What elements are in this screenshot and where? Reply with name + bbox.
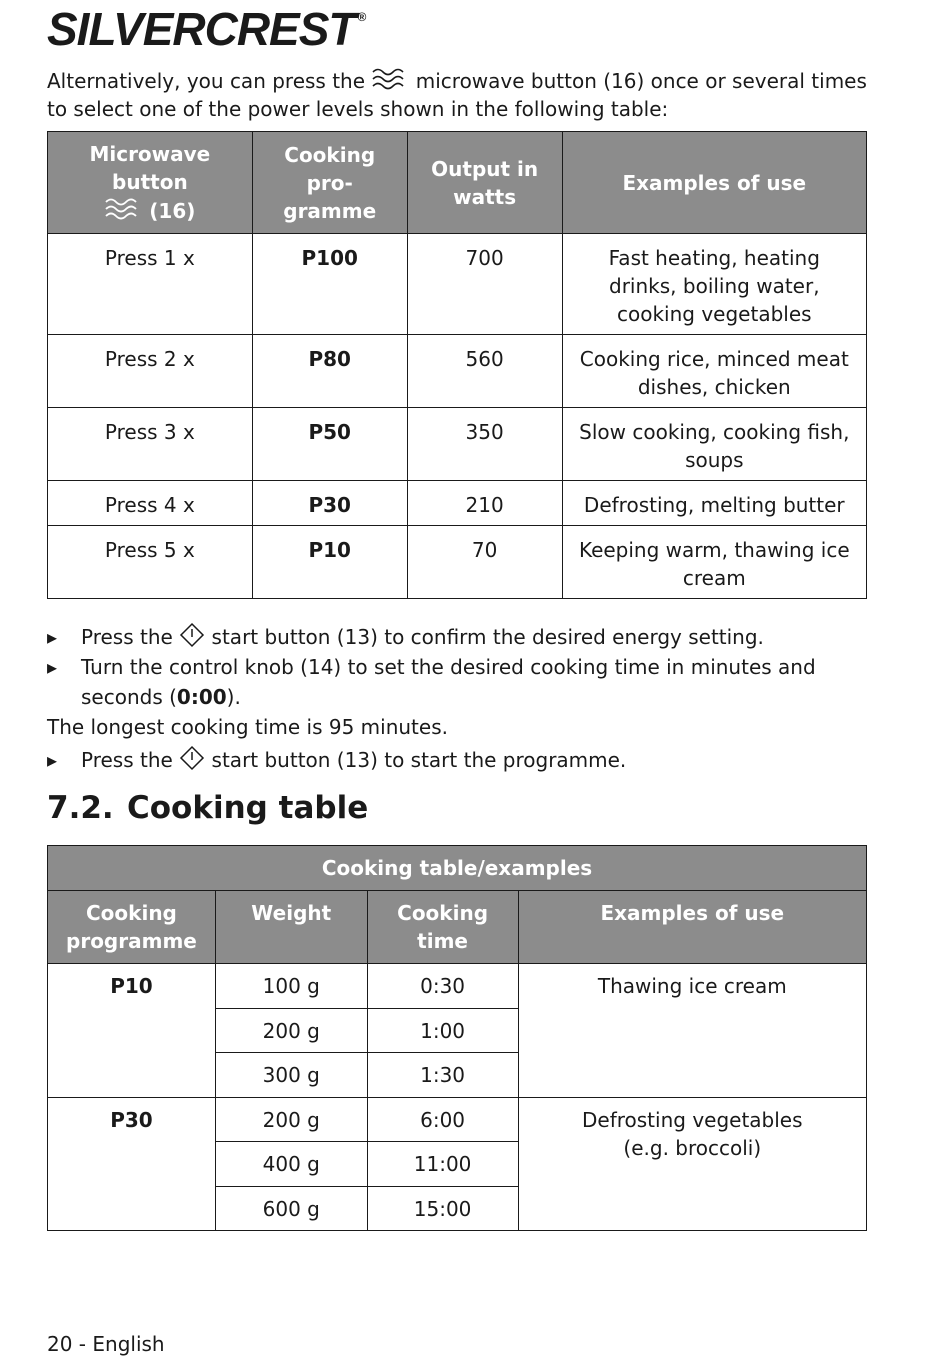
col-header-button: Microwave button (16)	[48, 132, 253, 234]
use-examples: Fast heating, heating drinks, boiling water, cooking vegetables	[562, 234, 866, 335]
start-button-icon	[179, 622, 205, 648]
table-row	[48, 1098, 867, 1142]
page-footer: 20 - English	[47, 1332, 165, 1356]
table-row	[48, 408, 867, 481]
weight-value: 100 g	[215, 964, 367, 1009]
press-count: Press 3 x	[48, 408, 253, 481]
press-count: Press 2 x	[48, 335, 253, 408]
table-header-row	[48, 132, 867, 234]
programme-code: P10	[252, 526, 407, 599]
col-header-examples: Examples of use	[518, 891, 866, 964]
output-watts: 700	[407, 234, 562, 335]
col-header-programme: Cooking programme	[48, 891, 216, 964]
bullet-arrow-icon: ▸	[47, 748, 58, 772]
time-value: 0:30	[367, 964, 518, 1009]
programme-code: P30	[252, 481, 407, 526]
output-watts: 350	[407, 408, 562, 481]
section-heading: 7.2. Cooking table	[47, 790, 369, 826]
programme-code: P100	[252, 234, 407, 335]
time-value: 11:00	[367, 1142, 518, 1187]
use-examples: Defrosting, melting butter	[562, 481, 866, 526]
table-row	[48, 335, 867, 408]
time-value: 1:00	[367, 1009, 518, 1053]
cooking-table	[47, 845, 867, 1231]
use-examples: Defrosting vegetables (e.g. broccoli)	[518, 1098, 866, 1231]
table-row	[48, 234, 867, 335]
bullet-arrow-icon: ▸	[47, 655, 58, 679]
use-examples: Keeping warm, thawing ice cream	[562, 526, 866, 599]
microwave-waves-icon	[371, 66, 409, 90]
weight-value: 600 g	[215, 1187, 367, 1231]
press-count: Press 1 x	[48, 234, 253, 335]
output-watts: 560	[407, 335, 562, 408]
use-examples: Thawing ice cream	[518, 964, 866, 1098]
col-header-time: Cooking time	[367, 891, 518, 964]
weight-value: 400 g	[215, 1142, 367, 1187]
weight-value: 200 g	[215, 1098, 367, 1142]
col-header-output: Output in watts	[407, 132, 562, 234]
step-confirm-energy: ▸ Press the start button (13) to confirm the desired energy setting.	[47, 622, 877, 652]
programme-code: P10	[48, 964, 216, 1098]
bullet-arrow-icon: ▸	[47, 625, 58, 649]
table-header-row	[48, 891, 867, 964]
press-count: Press 5 x	[48, 526, 253, 599]
table-caption: Cooking table/examples	[48, 846, 867, 891]
time-value: 6:00	[367, 1098, 518, 1142]
output-watts: 70	[407, 526, 562, 599]
col-header-examples: Examples of use	[562, 132, 866, 234]
max-time-note: The longest cooking time is 95 minutes.	[47, 715, 448, 739]
table-row	[48, 964, 867, 1009]
intro-paragraph: Alternatively, you can press the microwave button (16) once or several times to select one of the power levels shown in the following table:	[47, 66, 877, 123]
programme-code: P80	[252, 335, 407, 408]
use-examples: Slow cooking, cooking fish, soups	[562, 408, 866, 481]
programme-code: P30	[48, 1098, 216, 1231]
power-levels-table	[47, 131, 867, 599]
press-count: Press 4 x	[48, 481, 253, 526]
weight-value: 200 g	[215, 1009, 367, 1053]
use-examples: Cooking rice, minced meat dishes, chicken	[562, 335, 866, 408]
output-watts: 210	[407, 481, 562, 526]
weight-value: 300 g	[215, 1053, 367, 1098]
step-set-time: ▸ Turn the control knob (14) to set the desired cooking time in minutes and seconds (0:00).	[47, 652, 877, 712]
start-button-icon	[179, 745, 205, 771]
step-start-programme: ▸ Press the start button (13) to start the programme.	[47, 745, 877, 775]
brand-logo: SILVERCREST ®	[47, 3, 366, 55]
programme-code: P50	[252, 408, 407, 481]
microwave-waves-icon	[104, 196, 142, 220]
col-header-programme: Cooking pro-gramme	[252, 132, 407, 234]
col-header-weight: Weight	[215, 891, 367, 964]
time-value: 1:30	[367, 1053, 518, 1098]
time-value: 15:00	[367, 1187, 518, 1231]
table-row	[48, 526, 867, 599]
table-row	[48, 481, 867, 526]
